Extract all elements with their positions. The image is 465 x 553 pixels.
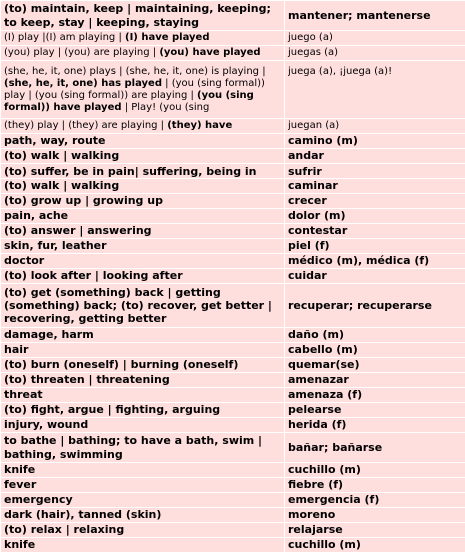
- table-row: [1, 358, 465, 373]
- english-text-part: (to) look after | looking after: [4, 269, 183, 283]
- table-row: [1, 1, 465, 31]
- english-text-bold: (I) have played: [125, 32, 210, 43]
- vocabulary-table-body: [1, 1, 465, 553]
- spanish-text: caminar: [288, 179, 338, 193]
- spanish-cell: [285, 134, 465, 149]
- english-text-part: (she, he, it, one) plays | (she, he, it, one) is playing |: [4, 65, 266, 77]
- english-text: [4, 239, 281, 252]
- english-cell: [1, 254, 285, 269]
- english-cell: [1, 46, 285, 61]
- spanish-text: cabello (m): [288, 343, 358, 357]
- spanish-cell: [285, 224, 465, 239]
- english-text: [4, 120, 281, 133]
- spanish-cell: [285, 523, 465, 538]
- spanish-text: juego (a): [288, 32, 333, 43]
- table-row: [1, 284, 465, 328]
- spanish-text: mantener; mantenerse: [288, 8, 431, 22]
- english-text: [4, 388, 281, 401]
- spanish-cell: [285, 538, 465, 553]
- spanish-cell: [285, 119, 465, 134]
- english-text: [4, 224, 281, 237]
- table-row: [1, 508, 465, 523]
- english-text-part: threat: [4, 388, 43, 402]
- table-row: [1, 433, 465, 463]
- spanish-text: recuperar; recuperarse: [288, 298, 432, 312]
- english-text: [4, 508, 281, 521]
- spanish-cell: [285, 61, 465, 119]
- spanish-cell: [285, 179, 465, 194]
- english-cell: [1, 269, 285, 284]
- english-text: [4, 343, 281, 356]
- english-cell: [1, 179, 285, 194]
- english-text-part: path, way, route: [4, 134, 106, 148]
- english-text: [4, 32, 281, 44]
- spanish-cell: [285, 209, 465, 224]
- spanish-text: relajarse: [288, 523, 343, 537]
- table-row: [1, 373, 465, 388]
- english-text: [4, 66, 281, 114]
- table-row: [1, 61, 465, 119]
- spanish-text: herida (f): [288, 418, 347, 432]
- english-text-part: (to) threaten | threatening: [4, 373, 170, 387]
- english-text-part: knife: [4, 538, 36, 552]
- english-text-part: (to) relax | relaxing: [4, 523, 125, 537]
- english-cell: [1, 538, 285, 553]
- table-row: [1, 418, 465, 433]
- english-text-bold: (you (sing formal)) have played: [4, 89, 254, 113]
- english-cell: [1, 403, 285, 418]
- english-cell: [1, 119, 285, 134]
- english-text-part: emergency: [4, 493, 73, 507]
- english-text-part: (to) fight, argue | fighting, arguing: [4, 403, 221, 417]
- english-cell: [1, 523, 285, 538]
- english-text-part: (to) burn (oneself) | burning (oneself): [4, 358, 239, 372]
- table-row: [1, 328, 465, 343]
- spanish-text: piel (f): [288, 239, 330, 253]
- spanish-cell: [285, 239, 465, 254]
- english-text: [4, 403, 281, 416]
- english-cell: [1, 164, 285, 179]
- english-text: [4, 493, 281, 506]
- spanish-text: dolor (m): [288, 209, 346, 223]
- table-row: [1, 239, 465, 254]
- english-text-part: (to) grow up | growing up: [4, 194, 163, 208]
- english-text-part: | Play! (you (sing: [121, 101, 210, 113]
- table-row: [1, 478, 465, 493]
- english-cell: [1, 343, 285, 358]
- table-row: [1, 388, 465, 403]
- spanish-cell: [285, 358, 465, 373]
- spanish-text: camino (m): [288, 134, 358, 148]
- table-row: [1, 493, 465, 508]
- english-text-part: (to) suffer, be in pain| suffering, being in: [4, 164, 257, 178]
- english-text: [4, 179, 281, 192]
- spanish-text: fiebre (f): [288, 478, 344, 492]
- spanish-text: pelearse: [288, 403, 342, 417]
- english-cell: [1, 373, 285, 388]
- table-row: [1, 194, 465, 209]
- spanish-cell: [285, 328, 465, 343]
- spanish-cell: [285, 164, 465, 179]
- spanish-text: cuchillo (m): [288, 538, 361, 552]
- english-text: [4, 47, 281, 59]
- english-text-part: skin, fur, leather: [4, 239, 107, 253]
- english-cell: [1, 239, 285, 254]
- english-text-part: fever: [4, 478, 37, 492]
- english-text: [4, 373, 281, 386]
- english-text: [4, 434, 281, 460]
- english-text: [4, 254, 281, 267]
- english-text-part: doctor: [4, 254, 45, 268]
- table-row: [1, 46, 465, 61]
- english-text-part: (to) answer | answering: [4, 224, 152, 238]
- table-row: [1, 164, 465, 179]
- spanish-cell: [285, 194, 465, 209]
- english-text: [4, 538, 281, 551]
- spanish-cell: [285, 343, 465, 358]
- spanish-cell: [285, 373, 465, 388]
- english-text-part: (to) maintain, keep | maintaining, keeping; to keep, stay | keeping, staying: [4, 2, 271, 29]
- table-row: [1, 224, 465, 239]
- english-cell: [1, 149, 285, 164]
- table-row: [1, 119, 465, 134]
- english-text-part: (to) walk | walking: [4, 179, 120, 193]
- english-text-part: damage, harm: [4, 328, 94, 342]
- english-text-part: to bathe | bathing; to have a bath, swim | bathing, swimming: [4, 434, 263, 461]
- spanish-text: cuidar: [288, 269, 327, 283]
- english-text-part: hair: [4, 343, 29, 357]
- english-text: [4, 209, 281, 222]
- english-cell: [1, 463, 285, 478]
- english-cell: [1, 1, 285, 31]
- english-cell: [1, 194, 285, 209]
- spanish-text: médico (m), médica (f): [288, 254, 430, 268]
- spanish-cell: [285, 31, 465, 46]
- spanish-text: amenazar: [288, 373, 349, 387]
- english-text-part: knife: [4, 463, 36, 477]
- english-text-part: (I) play |(I) am playing |: [4, 32, 125, 43]
- english-text-part: | (you (sing formal)) play | (you (sing formal)) are playing |: [4, 77, 265, 101]
- spanish-text: andar: [288, 149, 324, 163]
- spanish-cell: [285, 284, 465, 328]
- english-text-part: pain, ache: [4, 209, 69, 223]
- english-cell: [1, 358, 285, 373]
- english-text: [4, 269, 281, 282]
- english-cell: [1, 493, 285, 508]
- table-row: [1, 134, 465, 149]
- table-row: [1, 31, 465, 46]
- table-row: [1, 209, 465, 224]
- spanish-text: moreno: [288, 508, 336, 522]
- english-cell: [1, 284, 285, 328]
- spanish-text: daño (m): [288, 328, 345, 342]
- english-cell: [1, 388, 285, 403]
- spanish-cell: [285, 1, 465, 31]
- english-text: [4, 149, 281, 162]
- table-row: [1, 179, 465, 194]
- spanish-cell: [285, 418, 465, 433]
- table-row: [1, 463, 465, 478]
- english-text: [4, 194, 281, 207]
- english-text: [4, 463, 281, 476]
- english-text: [4, 2, 281, 28]
- spanish-cell: [285, 493, 465, 508]
- spanish-cell: [285, 149, 465, 164]
- english-cell: [1, 328, 285, 343]
- english-text: [4, 165, 281, 178]
- table-row: [1, 538, 465, 553]
- english-cell: [1, 209, 285, 224]
- english-cell: [1, 134, 285, 149]
- english-cell: [1, 224, 285, 239]
- english-text-bold: (she, he, it, one) has played: [4, 77, 162, 89]
- spanish-text: bañar; bañarse: [288, 440, 383, 454]
- spanish-cell: [285, 46, 465, 61]
- english-text-part: (to) walk | walking: [4, 149, 120, 163]
- spanish-text: quemar(se): [288, 358, 360, 372]
- english-cell: [1, 478, 285, 493]
- spanish-cell: [285, 403, 465, 418]
- english-text: [4, 134, 281, 147]
- table-row: [1, 269, 465, 284]
- english-text-part: (they) play | (they) are playing |: [4, 119, 168, 131]
- english-cell: [1, 508, 285, 523]
- spanish-text: juega (a), ¡juega (a)!: [288, 65, 393, 77]
- english-cell: [1, 433, 285, 463]
- spanish-text: cuchillo (m): [288, 463, 361, 477]
- spanish-text: sufrir: [288, 164, 322, 178]
- english-cell: [1, 418, 285, 433]
- english-cell: [1, 61, 285, 119]
- english-text-part: injury, wound: [4, 418, 89, 432]
- spanish-cell: [285, 269, 465, 284]
- spanish-cell: [285, 388, 465, 403]
- english-text-part: (to) get (something) back | getting (something) back; (to) recover, get better | recovering, getting better: [4, 285, 272, 326]
- english-text: [4, 523, 281, 536]
- spanish-text: amenaza (f): [288, 388, 363, 402]
- spanish-cell: [285, 508, 465, 523]
- english-text: [4, 358, 281, 371]
- spanish-cell: [285, 463, 465, 478]
- spanish-cell: [285, 433, 465, 463]
- english-text: [4, 478, 281, 491]
- spanish-cell: [285, 254, 465, 269]
- spanish-text: juegan (a): [288, 119, 340, 131]
- english-text-part: (you) play | (you) are playing |: [4, 47, 160, 58]
- english-text: [4, 328, 281, 341]
- english-cell: [1, 31, 285, 46]
- spanish-text: juegas (a): [288, 47, 339, 58]
- spanish-text: emergencia (f): [288, 493, 380, 507]
- english-text-bold: (you) have played: [159, 47, 261, 58]
- spanish-cell: [285, 478, 465, 493]
- english-text-part: dark (hair), tanned (skin): [4, 508, 162, 522]
- spanish-text: contestar: [288, 224, 348, 238]
- spanish-text: crecer: [288, 194, 327, 208]
- table-row: [1, 403, 465, 418]
- table-row: [1, 343, 465, 358]
- table-row: [1, 149, 465, 164]
- english-text: [4, 286, 281, 326]
- table-row: [1, 523, 465, 538]
- english-text: [4, 418, 281, 431]
- table-row: [1, 254, 465, 269]
- english-text-bold: (they) have: [167, 119, 233, 131]
